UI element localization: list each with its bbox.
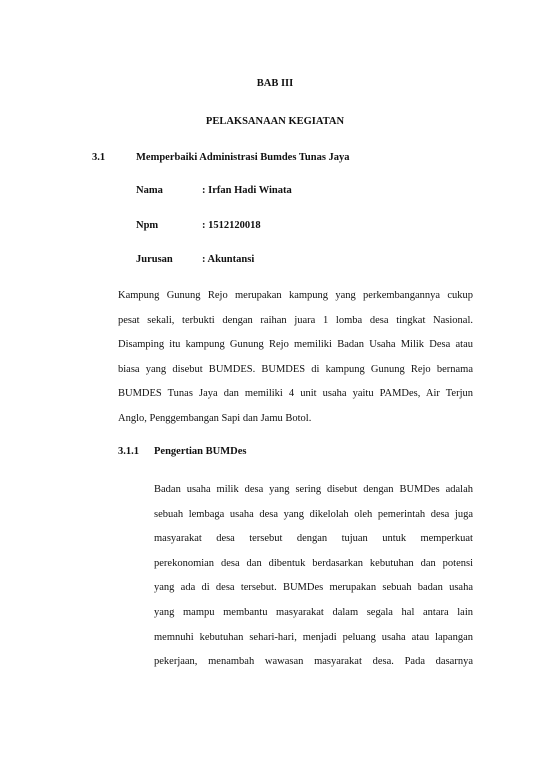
chapter-title: PELAKSANAAN KEGIATAN [205,116,345,127]
word: untuk [382,533,407,545]
paragraph-line: BUMDES Tunas Jaya dan memiliki 4 unit usaha yaitu PAMDes, Air Terjun [118,388,473,400]
paragraph-line: biasa yang disebut BUMDES. BUMDES di kampung Gunung Rejo bernama [118,363,473,375]
paragraph-line: sebuah lembaga usaha desa yang dikelolah oleh pemerintah desa juga [154,508,473,520]
word: tersebut [249,533,283,545]
section-heading: Memperbaiki Administrasi Bumdes Tunas Jaya [136,152,350,163]
info-value-jurusan: : Akuntansi [202,254,255,265]
paragraph-intro [118,284,473,432]
word: desa [216,533,235,545]
paragraph-line: Badan usaha milik desa yang sering disebut dengan BUMDes adalah [154,484,473,495]
word: dengan [296,533,328,545]
chapter-label: BAB III [256,78,294,89]
paragraph-line: pesat sekali, terbukti dengan raihan juara 1 lomba desa tingkat Nasional. [118,314,473,326]
word: masyarakat [154,533,202,545]
info-value-nama: : Irfan Hadi Winata [202,185,292,196]
info-label-nama: Nama [136,185,163,196]
info-value-npm: : 1512120018 [202,220,261,231]
paragraph-line: yang mampu membantu masyarakat dalam segala hal antara lain [154,606,473,618]
paragraph-line: perekonomian desa dan dibentuk berdasarkan kebutuhan dan potensi [154,557,473,569]
info-label-npm: Npm [136,220,159,231]
paragraph-line-spread [154,527,473,552]
section-number: 3.1 [92,152,106,163]
paragraph-line: pekerjaan, menambah wawasan masyarakat desa. Pada dasarnya [154,656,473,668]
subsection-number: 3.1.1 [118,446,139,457]
paragraph-line: Disamping itu kampung Gunung Rejo memiliki Badan Usaha Milik Desa atau [118,339,473,351]
word: memperkuat [420,533,473,545]
paragraph-line: yang ada di desa tersebut. BUMDes merupakan sebuah badan usaha [154,582,473,594]
paragraph-line: Kampung Gunung Rejo merupakan kampung yang perkembangannya cukup [118,290,473,301]
paragraph-bumdes [154,478,473,675]
info-label-jurusan: Jurusan [136,254,173,265]
paragraph-line: memnuhi kebutuhan sehari-hari, menjadi peluang usaha atau lapangan [154,631,473,643]
subsection-heading: Pengertian BUMDes [154,446,247,457]
paragraph-line: Anglo, Penggembangan Sapi dan Jamu Botol. [118,412,312,424]
word: tujuan [341,533,368,545]
